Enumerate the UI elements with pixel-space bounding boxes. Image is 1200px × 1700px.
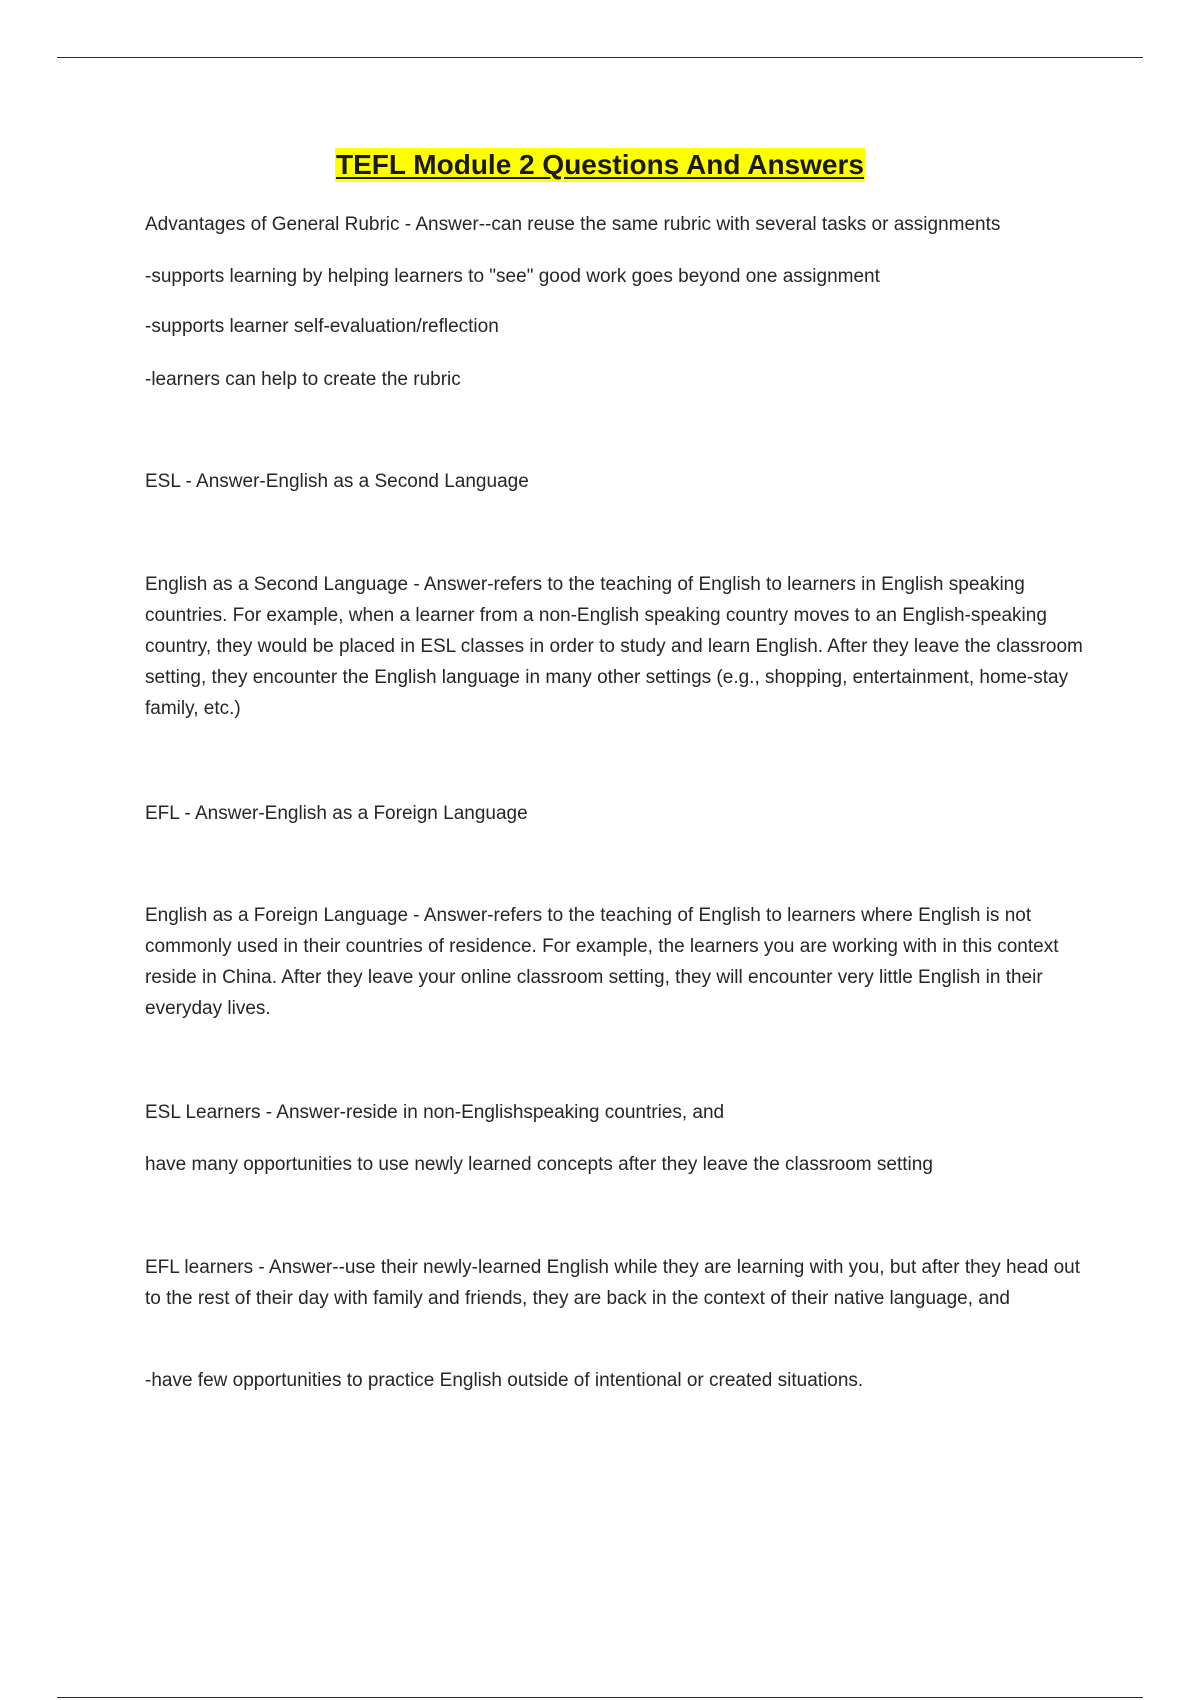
paragraph-esl-learners-cont: have many opportunities to use newly learned concepts after they leave the classroom setting <box>145 1154 933 1175</box>
paragraph-esl: ESL - Answer-English as a Second Language <box>145 471 529 492</box>
paragraph-english-second-language: English as a Second Language - Answer-refers to the teaching of English to learners in English speaking countries. For example, when a learner from a non-English speaking country moves to an English-speaking country, they would be placed in ESL classes in order to study and learn English. After they leave the classroom setting, they encounter the English language in many other settings (e.g., shopping, entertainment, home-stay family, etc.) <box>145 574 1083 719</box>
page-bottom-rule <box>57 1697 1143 1698</box>
paragraph-efl-learners-cont: -have few opportunities to practice English outside of intentional or created situations. <box>145 1370 864 1391</box>
paragraph-efl-learners: EFL learners - Answer--use their newly-learned English while they are learning with you, but after they head out to the rest of their day with family and friends, they are back in the context of their native language, and <box>145 1257 1081 1309</box>
document-title: TEFL Module 2 Questions And Answers <box>336 149 864 180</box>
paragraph-rubric-point-3: -learners can help to create the rubric <box>145 369 461 390</box>
paragraph-esl-learners: ESL Learners - Answer-reside in non-Englishspeaking countries, and <box>145 1102 725 1123</box>
title-container <box>0 148 1200 182</box>
page-top-rule <box>57 57 1143 58</box>
paragraph-rubric-point-2: -supports learner self-evaluation/reflection <box>145 316 499 337</box>
paragraph-general-rubric: Advantages of General Rubric - Answer--can reuse the same rubric with several tasks or assignments <box>145 214 1001 235</box>
paragraph-rubric-point-1: -supports learning by helping learners to "see" good work goes beyond one assignment <box>145 266 880 287</box>
paragraph-efl: EFL - Answer-English as a Foreign Language <box>145 803 528 824</box>
paragraph-english-foreign-language: English as a Foreign Language - Answer-refers to the teaching of English to learners where English is not commonly used in their countries of residence. For example, the learners you are working with in this context reside in China. After they leave your online classroom setting, they will encounter very little English in their everyday lives. <box>145 905 1059 1019</box>
